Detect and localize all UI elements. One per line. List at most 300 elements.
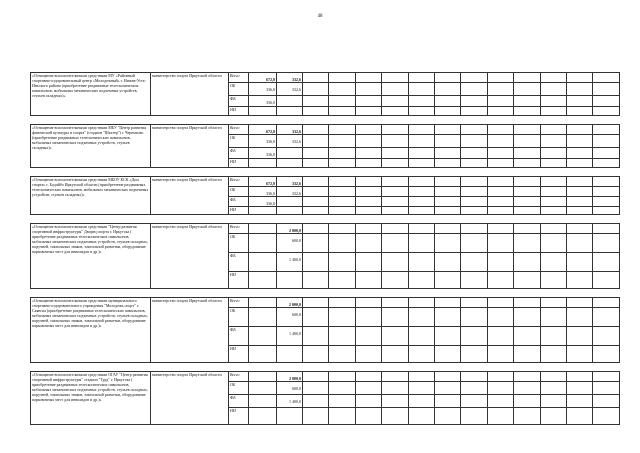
amount-value [250, 346, 275, 350]
empty-cell [435, 125, 461, 135]
empty-cell [329, 107, 355, 116]
empty-cell [540, 148, 566, 159]
empty-cell [593, 177, 620, 187]
empty-cell [435, 73, 461, 83]
empty-cell [382, 83, 408, 96]
amount-value: 672,8 [266, 181, 275, 186]
empty-cell [408, 272, 434, 289]
funding-source: ФБ [229, 327, 249, 346]
empty-cell [540, 372, 566, 382]
empty-cell [329, 298, 355, 308]
empty-cell [329, 327, 355, 346]
empty-cell [303, 308, 329, 327]
empty-cell [303, 253, 329, 272]
funding-source: НИ [229, 107, 249, 116]
amount-value: 600,0 [292, 238, 301, 243]
empty-cell [303, 148, 329, 159]
empty-cell [408, 395, 434, 408]
amount-cell [249, 83, 277, 96]
empty-cell [435, 83, 461, 96]
empty-cell [487, 408, 513, 425]
amount-cell [249, 177, 277, 187]
empty-cell [593, 159, 620, 168]
empty-cell [355, 107, 381, 116]
empty-cell [435, 187, 461, 197]
empty-cell [408, 346, 434, 363]
amount-value [278, 408, 301, 412]
measure-description: «Оснащение вспомогательными средствами МБОУ КСК «Дом спорта» г. Бодайбо Иркутской области (приобретение раздвижных телескопических павильонов, мобильных механических подъемных устройств, стульев складных)» [31, 177, 151, 215]
empty-cell [514, 148, 540, 159]
empty-cell [382, 272, 408, 289]
empty-cell [408, 408, 434, 425]
empty-cell [487, 135, 513, 148]
empty-cell [514, 224, 540, 234]
empty-cell [329, 382, 355, 395]
empty-cell [435, 382, 461, 395]
empty-cell [435, 272, 461, 289]
responsible-organization: министерство спорта Иркутской области [151, 125, 229, 168]
amount-value [250, 234, 275, 238]
amount-value [278, 272, 301, 276]
empty-cell [355, 197, 381, 207]
amount-cell [277, 327, 303, 346]
empty-cell [540, 177, 566, 187]
empty-cell [487, 197, 513, 207]
amount-cell [277, 346, 303, 363]
empty-cell [461, 83, 487, 96]
measure-description: «Оснащение вспомогательными средствами "Центр развития спортивной инфраструктуры" Дворец спорта г. Иркутска ( приобретение раздвижных телескопических павильонов, мобильных механических подъемных устройств, стульев складных, поручней, тактильных знаков, тактильной разметки, оборудование парковочных мест для инвалидов и др.)» [31, 224, 151, 289]
empty-cell [329, 73, 355, 83]
amount-value: 1 400,0 [289, 399, 301, 404]
empty-cell [382, 96, 408, 107]
empty-cell [382, 308, 408, 327]
amount-value: 1 400,0 [289, 257, 301, 262]
responsible-organization: министерство спорта Иркутской области [151, 298, 229, 363]
empty-cell [303, 159, 329, 168]
empty-cell [382, 148, 408, 159]
empty-cell [408, 107, 434, 116]
empty-cell [487, 327, 513, 346]
empty-cell [593, 73, 620, 83]
empty-cell [329, 135, 355, 148]
amount-cell [277, 408, 303, 425]
measure-description: «Оснащение вспомогательными средствами ОГАУ "Центр развития спортивной инфраструктуры" стадион "Труд" г. Иркутска ( приобретение раздвижных телескопических павильонов, мобильных механических подъемных устройств, стульев складных, поручней, тактильных знаков, тактильной разметки, оборудование парковочных мест для инвалидов и др.)» [31, 372, 151, 425]
empty-cell [540, 382, 566, 395]
empty-cell [540, 197, 566, 207]
empty-cell [382, 125, 408, 135]
empty-cell [514, 308, 540, 327]
empty-cell [408, 298, 434, 308]
amount-value: 672,8 [266, 77, 275, 82]
empty-cell [567, 308, 593, 327]
empty-cell [487, 177, 513, 187]
amount-cell [249, 187, 277, 197]
funding-source: ОБ [229, 135, 249, 148]
table-row [31, 73, 620, 83]
empty-cell [540, 83, 566, 96]
empty-cell [408, 308, 434, 327]
empty-cell [355, 177, 381, 187]
empty-cell [408, 177, 434, 187]
amount-cell [249, 148, 277, 159]
empty-cell [540, 408, 566, 425]
table-row [31, 372, 620, 382]
empty-cell [329, 308, 355, 327]
empty-cell [408, 372, 434, 382]
funding-source: ФБ [229, 96, 249, 107]
amount-value [250, 395, 275, 399]
empty-cell [355, 207, 381, 215]
amount-cell [277, 253, 303, 272]
funding-source: ФБ [229, 253, 249, 272]
empty-cell [540, 298, 566, 308]
empty-cell [329, 125, 355, 135]
empty-cell [329, 96, 355, 107]
empty-cell [382, 224, 408, 234]
empty-cell [461, 224, 487, 234]
empty-cell [593, 224, 620, 234]
empty-cell [540, 135, 566, 148]
amount-cell [277, 372, 303, 382]
table-row [31, 298, 620, 308]
empty-cell [514, 408, 540, 425]
empty-cell [303, 395, 329, 408]
empty-cell [487, 308, 513, 327]
amount-value: 332,6 [292, 77, 301, 82]
empty-cell [408, 159, 434, 168]
page-number: 48 [317, 14, 323, 19]
empty-cell [514, 177, 540, 187]
empty-cell [461, 346, 487, 363]
empty-cell [514, 96, 540, 107]
measure-description: «Оснащение вспомогательными средствами муниципального спортивно-оздоровительного учреждения "Молодежь спорт" г. Саянска (приобретение раздвижных телескопических павильонов, мобильных механических подъемных устройств, стульев складных, поручней, тактильных знаков, тактильной разметки, оборудование парковочных мест для инвалидов и др.)» [31, 298, 151, 363]
empty-cell [303, 346, 329, 363]
amount-cell [277, 187, 303, 197]
amount-cell [249, 135, 277, 148]
amount-cell [249, 159, 277, 168]
amount-value [250, 308, 275, 312]
empty-cell [567, 253, 593, 272]
empty-cell [461, 96, 487, 107]
empty-cell [382, 159, 408, 168]
amount-cell [249, 272, 277, 289]
empty-cell [329, 207, 355, 215]
empty-cell [329, 253, 355, 272]
row-gap [31, 289, 620, 298]
empty-cell [303, 96, 329, 107]
row-gap [31, 168, 620, 177]
empty-cell [303, 125, 329, 135]
amount-value: 332,6 [292, 181, 301, 186]
amount-cell [277, 135, 303, 148]
empty-cell [593, 207, 620, 215]
empty-cell [329, 372, 355, 382]
empty-cell [355, 73, 381, 83]
empty-cell [382, 395, 408, 408]
empty-cell [329, 83, 355, 96]
amount-value [278, 197, 301, 201]
measure-description: «Оснащение вспомогательными средствами МУ «Районный спортивно-оздоровительный центр «Молодежный» г. Нижне-Усть-Иньского района (приобретение раздвижных телескопических павильонов, мобильных механических подъемных устройств, стульев складных)» [31, 73, 151, 116]
amount-value [278, 159, 301, 163]
amount-value [250, 327, 275, 331]
funding-source: НИ [229, 346, 249, 363]
empty-cell [329, 159, 355, 168]
empty-cell [355, 234, 381, 253]
empty-cell [355, 253, 381, 272]
empty-cell [514, 73, 540, 83]
empty-cell [540, 308, 566, 327]
empty-cell [382, 73, 408, 83]
empty-cell [540, 395, 566, 408]
empty-cell [487, 272, 513, 289]
empty-cell [435, 408, 461, 425]
amount-cell [249, 346, 277, 363]
amount-cell [249, 224, 277, 234]
funding-source: Всего [229, 73, 249, 83]
empty-cell [567, 125, 593, 135]
amount-value: 2 000,0 [289, 302, 301, 307]
empty-cell [382, 107, 408, 116]
empty-cell [435, 253, 461, 272]
empty-cell [382, 346, 408, 363]
empty-cell [567, 197, 593, 207]
empty-cell [303, 197, 329, 207]
empty-cell [567, 272, 593, 289]
empty-cell [567, 83, 593, 96]
amount-cell [249, 395, 277, 408]
empty-cell [382, 197, 408, 207]
table-row [31, 224, 620, 234]
empty-cell [355, 159, 381, 168]
amount-cell [249, 96, 277, 107]
amount-value [250, 107, 275, 111]
empty-cell [514, 207, 540, 215]
empty-cell [461, 73, 487, 83]
amount-cell [277, 395, 303, 408]
funding-source: Всего [229, 224, 249, 234]
amount-cell [277, 298, 303, 308]
responsible-organization: министерство спорта Иркутской области [151, 73, 229, 116]
amount-cell [277, 159, 303, 168]
empty-cell [435, 177, 461, 187]
empty-cell [593, 298, 620, 308]
empty-cell [567, 395, 593, 408]
empty-cell [487, 159, 513, 168]
amount-value [250, 159, 275, 163]
amount-value: 600,0 [292, 386, 301, 391]
empty-cell [382, 234, 408, 253]
empty-cell [567, 148, 593, 159]
funding-source: Всего [229, 298, 249, 308]
funding-source: ОБ [229, 308, 249, 327]
empty-cell [303, 187, 329, 197]
empty-cell [329, 197, 355, 207]
empty-cell [514, 327, 540, 346]
empty-cell [540, 96, 566, 107]
empty-cell [355, 346, 381, 363]
empty-cell [408, 207, 434, 215]
empty-cell [435, 148, 461, 159]
empty-cell [540, 73, 566, 83]
empty-cell [408, 382, 434, 395]
empty-cell [355, 135, 381, 148]
empty-cell [355, 395, 381, 408]
empty-cell [567, 382, 593, 395]
empty-cell [461, 177, 487, 187]
empty-cell [540, 159, 566, 168]
empty-cell [435, 327, 461, 346]
amount-value: 672,8 [266, 129, 275, 134]
empty-cell [514, 382, 540, 395]
empty-cell [461, 207, 487, 215]
amount-value [278, 107, 301, 111]
empty-cell [303, 83, 329, 96]
amount-cell [277, 177, 303, 187]
empty-cell [540, 253, 566, 272]
amount-value [278, 207, 301, 211]
empty-cell [408, 125, 434, 135]
empty-cell [408, 234, 434, 253]
empty-cell [303, 298, 329, 308]
empty-cell [355, 308, 381, 327]
empty-cell [593, 382, 620, 395]
empty-cell [514, 135, 540, 148]
empty-cell [329, 187, 355, 197]
empty-cell [461, 125, 487, 135]
empty-cell [382, 187, 408, 197]
empty-cell [435, 234, 461, 253]
responsible-organization: министерство спорта Иркутской области [151, 372, 229, 425]
empty-cell [329, 224, 355, 234]
table-row [31, 177, 620, 187]
funding-source: НИ [229, 207, 249, 215]
amount-value: 332,6 [292, 139, 301, 144]
empty-cell [487, 107, 513, 116]
amount-cell [277, 83, 303, 96]
empty-cell [329, 234, 355, 253]
amount-cell [277, 382, 303, 395]
empty-cell [329, 346, 355, 363]
empty-cell [593, 253, 620, 272]
empty-cell [567, 408, 593, 425]
empty-cell [567, 159, 593, 168]
empty-cell [593, 308, 620, 327]
empty-cell [461, 408, 487, 425]
amount-value [278, 148, 301, 152]
empty-cell [514, 197, 540, 207]
empty-cell [593, 96, 620, 107]
amount-cell [277, 308, 303, 327]
empty-cell [382, 372, 408, 382]
funding-source: НИ [229, 272, 249, 289]
empty-cell [303, 73, 329, 83]
funding-source: ФБ [229, 148, 249, 159]
amount-value [250, 372, 275, 376]
empty-cell [408, 96, 434, 107]
empty-cell [540, 125, 566, 135]
empty-cell [329, 272, 355, 289]
empty-cell [355, 224, 381, 234]
empty-cell [435, 96, 461, 107]
empty-cell [567, 372, 593, 382]
empty-cell [435, 372, 461, 382]
amount-value: 332,6 [292, 87, 301, 92]
responsible-organization: министерство спорта Иркутской области [151, 177, 229, 215]
empty-cell [329, 148, 355, 159]
amount-cell [277, 148, 303, 159]
program-table [30, 72, 620, 425]
empty-cell [435, 107, 461, 116]
empty-cell [382, 207, 408, 215]
amount-value: 336,0 [266, 152, 275, 157]
empty-cell [487, 83, 513, 96]
empty-cell [487, 253, 513, 272]
empty-cell [593, 234, 620, 253]
empty-cell [487, 96, 513, 107]
amount-cell [249, 298, 277, 308]
empty-cell [487, 125, 513, 135]
empty-cell [593, 408, 620, 425]
empty-cell [435, 346, 461, 363]
empty-cell [303, 135, 329, 148]
empty-cell [487, 382, 513, 395]
empty-cell [435, 197, 461, 207]
row-gap [31, 363, 620, 372]
empty-cell [593, 148, 620, 159]
funding-source: Всего [229, 177, 249, 187]
empty-cell [593, 83, 620, 96]
empty-cell [487, 73, 513, 83]
empty-cell [567, 298, 593, 308]
amount-value [250, 224, 275, 228]
amount-cell [249, 327, 277, 346]
table-row [31, 125, 620, 135]
empty-cell [355, 382, 381, 395]
empty-cell [514, 346, 540, 363]
empty-cell [461, 135, 487, 148]
empty-cell [567, 346, 593, 363]
amount-cell [249, 73, 277, 83]
amount-value [250, 382, 275, 386]
empty-cell [408, 224, 434, 234]
empty-cell [461, 107, 487, 116]
amount-value: 2 000,0 [289, 228, 301, 233]
amount-value [250, 408, 275, 412]
funding-source: ФБ [229, 395, 249, 408]
empty-cell [303, 382, 329, 395]
amount-cell [277, 272, 303, 289]
empty-cell [303, 234, 329, 253]
amount-cell [277, 96, 303, 107]
empty-cell [303, 224, 329, 234]
empty-cell [487, 395, 513, 408]
empty-cell [355, 83, 381, 96]
empty-cell [487, 207, 513, 215]
empty-cell [355, 187, 381, 197]
amount-cell [277, 125, 303, 135]
funding-source: ОБ [229, 382, 249, 395]
empty-cell [487, 187, 513, 197]
funding-source: ФБ [229, 197, 249, 207]
empty-cell [461, 253, 487, 272]
amount-cell [249, 253, 277, 272]
amount-value: 332,6 [292, 129, 301, 134]
amount-cell [249, 207, 277, 215]
empty-cell [382, 298, 408, 308]
amount-value [250, 298, 275, 302]
empty-cell [382, 177, 408, 187]
empty-cell [461, 234, 487, 253]
